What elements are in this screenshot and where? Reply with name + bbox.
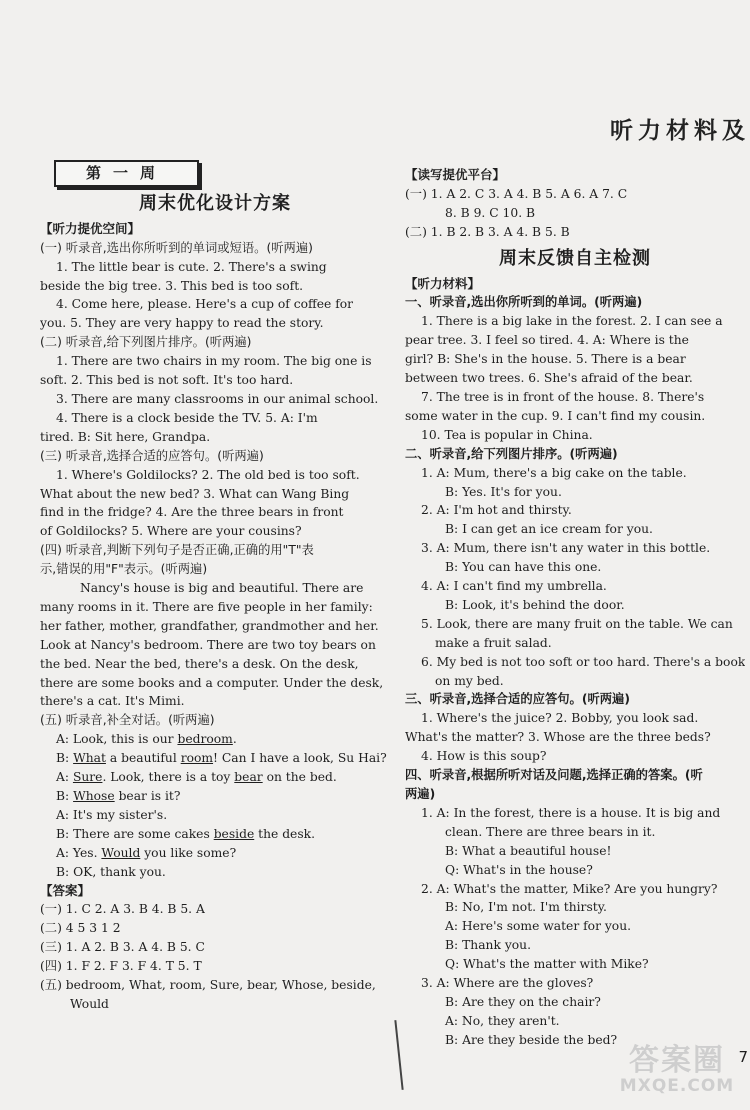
p2-line: 5. Look, there are many fruit on the table. We can — [421, 616, 733, 631]
s5-line: A: It's my sister's. — [56, 807, 168, 822]
s5-line: B: There are some cakes beside the desk. — [56, 826, 316, 841]
p3-line: What's the matter? 3. Whose are the three beds? — [405, 730, 711, 745]
pen-mark — [394, 1020, 403, 1090]
s4-heading: 示,错误的用"F"表示。(听两遍) — [40, 562, 208, 577]
s5-line: A: Yes. Would you like some? — [56, 845, 237, 860]
p1-line: pear tree. 3. I feel so tired. 4. A: Where is the — [405, 333, 689, 348]
s5-line: B: OK, thank you. — [56, 864, 166, 879]
p2-line: B: You can have this one. — [445, 560, 602, 575]
page-header-title: 听力材料及 — [610, 117, 750, 144]
s5-heading: (五) 听录音,补全对话。(听两遍) — [40, 713, 215, 728]
left-section-title: 周末优化设计方案 — [139, 192, 291, 214]
p4-line: 1. A: In the forest, there is a house. It is big and — [421, 805, 721, 820]
s1-line: you. 5. They are very happy to read the story. — [40, 316, 324, 331]
p2-line: 2. A: I'm hot and thirsty. — [421, 503, 572, 518]
s4-line: there are some books and a computer. Under the desk, — [40, 675, 384, 690]
p4-line: Q: What's in the house? — [445, 862, 593, 877]
p4-line: B: What a beautiful house! — [445, 843, 612, 858]
p2-line: 3. A: Mum, there isn't any water in this bottle. — [421, 541, 711, 556]
s2-line: 3. There are many classrooms in our animal school. — [56, 391, 379, 406]
s1-line: 4. Come here, please. Here's a cup of coffee for — [56, 297, 354, 312]
p4-line: clean. There are three bears in it. — [445, 824, 656, 839]
p4-heading: 两遍) — [405, 787, 436, 801]
s1-heading: (一) 听录音,选出你所听到的单词或短语。(听两遍) — [40, 240, 313, 255]
p2-line: make a fruit salad. — [435, 635, 552, 650]
right-section-title: 周末反馈自主检测 — [499, 247, 651, 269]
watermark-line1: 答案圈 — [629, 1043, 725, 1078]
p3-line: 4. How is this soup? — [421, 749, 547, 764]
p3-heading: 三、听录音,选择合适的应答句。(听两遍) — [405, 692, 630, 707]
s2-line: soft. 2. This bed is not soft. It's too hard. — [40, 373, 294, 388]
s5-line: A: Sure. Look, there is a toy bear on the bed. — [56, 770, 337, 785]
s5-line: A: Look, this is our bedroom. — [56, 732, 237, 747]
s3-line: find in the fridge? 4. Are the three bears in front — [40, 505, 344, 520]
left-column — [40, 160, 390, 1014]
material-tag: 【听力材料】 — [405, 275, 481, 291]
p2-line: B: I can get an ice cream for you. — [445, 522, 653, 537]
s3-line: 1. Where's Goldilocks? 2. The old bed is too soft. — [56, 467, 360, 482]
s4-line: many rooms in it. There are five people in her family: — [40, 599, 373, 614]
s2-line: 4. There is a clock beside the TV. 5. A: I'm — [56, 410, 318, 425]
answer-line: Would — [70, 996, 109, 1011]
watermark-line2: MXQE.COM — [619, 1076, 735, 1096]
right-column — [405, 166, 745, 1050]
p4-line: A: Here's some water for you. — [445, 919, 632, 934]
p4-line: B: Are they on the chair? — [445, 994, 601, 1009]
answers-tag: 【答案】 — [40, 882, 91, 898]
p4-line: Q: What's the matter with Mike? — [445, 957, 649, 972]
s3-heading: (三) 听录音,选择合适的应答句。(听两遍) — [40, 448, 264, 463]
p1-line: 1. There is a big lake in the forest. 2. I can see a — [421, 314, 723, 329]
p1-line: 10. Tea is popular in China. — [421, 427, 593, 442]
s5-line: B: Whose bear is it? — [56, 789, 181, 803]
p4-line: 3. A: Where are the gloves? — [421, 976, 594, 991]
answer-line: (二) 4 5 3 1 2 — [40, 921, 121, 936]
s3-line: What about the new bed? 3. What can Wang Bing — [40, 486, 350, 501]
rw-answer-line: (二) 1. B 2. B 3. A 4. B 5. B — [405, 224, 570, 239]
answer-line: (四) 1. F 2. F 3. F 4. T 5. T — [40, 959, 202, 974]
watermark-logo — [612, 1044, 742, 1106]
p2-line: 1. A: Mum, there's a big cake on the table. — [421, 465, 687, 480]
p2-line: 6. My bed is not too soft or too hard. There's a book — [421, 654, 745, 669]
p2-line: B: Yes. It's for you. — [445, 484, 562, 499]
s3-line: of Goldilocks? 5. Where are your cousins? — [40, 524, 302, 539]
answer-line: (一) 1. C 2. A 3. B 4. B 5. A — [40, 902, 205, 917]
s1-line: 1. The little bear is cute. 2. There's a swing — [56, 259, 327, 274]
s2-line: tired. B: Sit here, Grandpa. — [40, 429, 211, 444]
p1-line: some water in the cup. 9. I can't find my cousin. — [405, 408, 706, 423]
p4-line: B: Are they beside the bed? — [445, 1032, 618, 1047]
p1-line: between two trees. 6. She's afraid of the bear. — [405, 371, 693, 386]
p4-heading: 四、听录音,根据所听对话及问题,选择正确的答案。(听 — [405, 768, 703, 783]
p2-line: B: Look, it's behind the door. — [445, 597, 625, 612]
p2-line: 4. A: I can't find my umbrella. — [421, 579, 607, 594]
p4-line: B: Thank you. — [445, 938, 532, 953]
s2-line: 1. There are two chairs in my room. The big one is — [56, 354, 372, 369]
p3-line: 1. Where's the juice? 2. Bobby, you look sad. — [421, 711, 699, 726]
s4-line: Nancy's house is big and beautiful. There are — [80, 581, 364, 596]
p1-line: 7. The tree is in front of the house. 8. There's — [421, 389, 705, 404]
s1-line: beside the big tree. 3. This bed is too soft. — [40, 278, 304, 293]
p2-line: on my bed. — [435, 673, 504, 688]
p4-line: A: No, they aren't. — [445, 1013, 560, 1028]
p4-line: 2. A: What's the matter, Mike? Are you hungry? — [421, 881, 718, 896]
listening-tag: 【听力提优空间】 — [40, 220, 141, 236]
rw-answer-line: (一) 1. A 2. C 3. A 4. B 5. A 6. A 7. C — [405, 186, 628, 201]
answer-line: (五) bedroom, What, room, Sure, bear, Whose, beside, — [40, 978, 376, 993]
page-number: 7 — [738, 1048, 748, 1066]
reading-writing-tag: 【读写提优平台】 — [405, 167, 506, 182]
p1-heading: 一、听录音,选出你所听到的单词。(听两遍) — [405, 295, 643, 310]
answer-line: (三) 1. A 2. B 3. A 4. B 5. C — [40, 940, 205, 955]
p4-line: B: No, I'm not. I'm thirsty. — [445, 900, 607, 915]
s4-line: there's a cat. It's Mimi. — [40, 694, 185, 709]
rw-answer-line: 8. B 9. C 10. B — [445, 205, 536, 220]
s4-line: the bed. Near the bed, there's a desk. On the desk, — [40, 656, 359, 671]
s5-line: B: What a beautiful room! Can I have a look, Su Hai? — [56, 751, 387, 766]
p2-heading: 二、听录音,给下列图片排序。(听两遍) — [405, 446, 618, 461]
s4-line: Look at Nancy's bedroom. There are two toy bears on — [40, 637, 376, 652]
s2-heading: (二) 听录音,给下列图片排序。(听两遍) — [40, 335, 252, 350]
week-label: 第一周 — [54, 160, 199, 187]
s4-line: her father, mother, grandfather, grandmother and her. — [40, 618, 379, 633]
s4-heading: (四) 听录音,判断下列句子是否正确,正确的用"T"表 — [40, 543, 314, 558]
p1-line: girl? B: She's in the house. 5. There is a bear — [405, 352, 686, 367]
